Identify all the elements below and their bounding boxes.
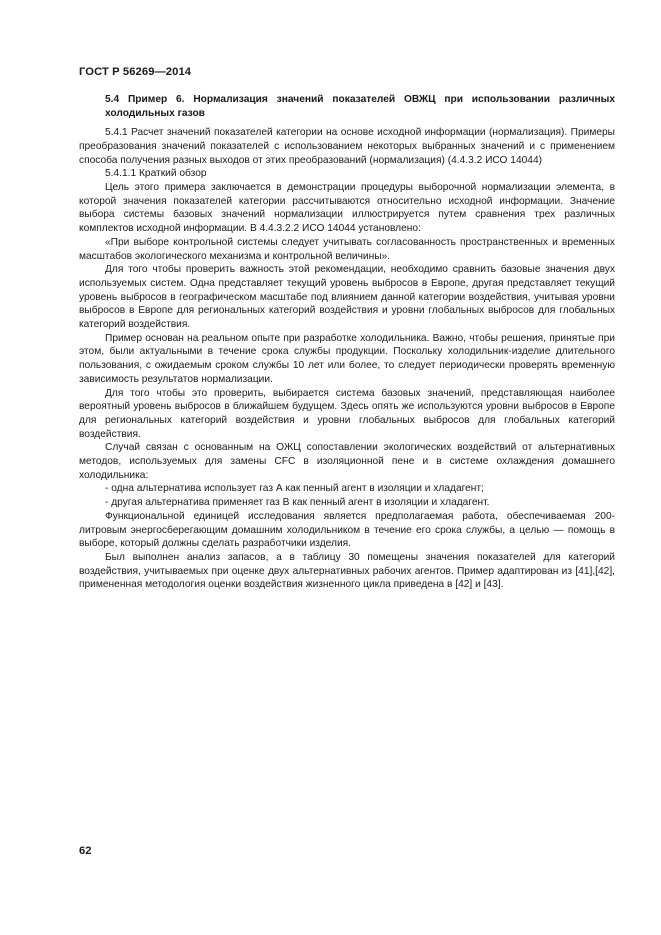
paragraph-comparison: Для того чтобы проверить важность этой рекомендации, необходимо сравнить базовые значения двух используемых систем. Одна представляет текущий уровень выбросов в Европе, другая представляет текущий уровень выбросов в географическом масштабе под влиянием данной категории воздействия, учитывая уровни выбросов в Европе для региональных категорий воздействия и уровни глобальных выбросов для глобальных категорий воздействия.	[79, 264, 615, 331]
list-item-gas-a: - одна альтернатива использует газ А как пенный агент в изоляции и хладагент;	[105, 483, 484, 495]
subsection-title-overview: 5.4.1.1 Краткий обзор	[105, 168, 207, 180]
paragraph-case: Случай связан с основанным на ОЖЦ сопоставлении экологических воздействий от альтернативных методов, используемых для замены CFC в изоляционной пене и в системе охлаждения домашнего холодильника:	[79, 442, 615, 481]
paragraph-quote: «При выборе контрольной системы следует учитывать согласованность пространственных и временных масштабов экологического механизма и контрольной величины».	[79, 236, 615, 262]
paragraph-4-5-4-1: 5.4.1 Расчет значений показателей категории на основе исходной информации (нормализация). Примеры преобразования значений показателей с использованием некоторых выбранных значений и с применением способа получения разных выходов от этих преобразований (нормализация) (4.4.3.2 ИСО 14044)	[79, 127, 615, 166]
page-content	[79, 93, 615, 592]
paragraph-check: Для того чтобы это проверить, выбирается система базовых значений, представляющая наиболее вероятный уровень выбросов в ближайшем будущем. Здесь опять же используются уровни выбросов в Европе для региональных категорий воздействия и уровни глобальных выбросов для глобальных категорий воздействия.	[79, 387, 615, 440]
page-number: 62	[79, 845, 92, 857]
paragraph-inventory: Был выполнен анализ запасов, а в таблицу 30 помещены значения показателей для категорий воздействия, учитываемых при оценке двух альтернативных рабочих агентов. Пример адаптирован из [41],[42], примененная методология оценки воздействия жизненного цикла приведена в [42] и [43].	[79, 551, 615, 591]
paragraph-refrigerator: Пример основан на реальном опыте при разработке холодильника. Важно, чтобы решения, принятые при этом, были актуальными в течение срока службы продукции. Поскольку холодильник-изделие длительного пользования, с ожидаемым сроком службы 10 лет или более, то следует периодически проверять временную зависимость результатов нормализации.	[79, 332, 615, 385]
section-heading: 5.4 Пример 6. Нормализация значений показателей ОВЖЦ при использовании различных холодильных газов	[105, 94, 615, 119]
list-item-gas-b: - другая альтернатива применяет газ В как пенный агент в изоляции и хладагент.	[105, 497, 490, 509]
paragraph-functional-unit: Функциональной единицей исследования является предполагаемая работа, обеспечиваемая 200-литровым энергосберегающим домашним холодильником в течение его срока службы, а целью — помощь в выборе, который должны сделать разработчики изделия.	[79, 510, 615, 550]
paragraph-purpose: Цель этого примера заключается в демонстрации процедуры выборочной нормализации элемента, в которой значения показателей категории рассчитываются относительно исходной информации. Значение выбора системы базовых значений нормализации иллюстрируется путем сравнения трех различных комплектов исходной информации. В 4.4.3.2.2 ИСО 14044 установлено:	[79, 182, 615, 235]
document-header: ГОСТ Р 56269—2014	[79, 66, 192, 78]
